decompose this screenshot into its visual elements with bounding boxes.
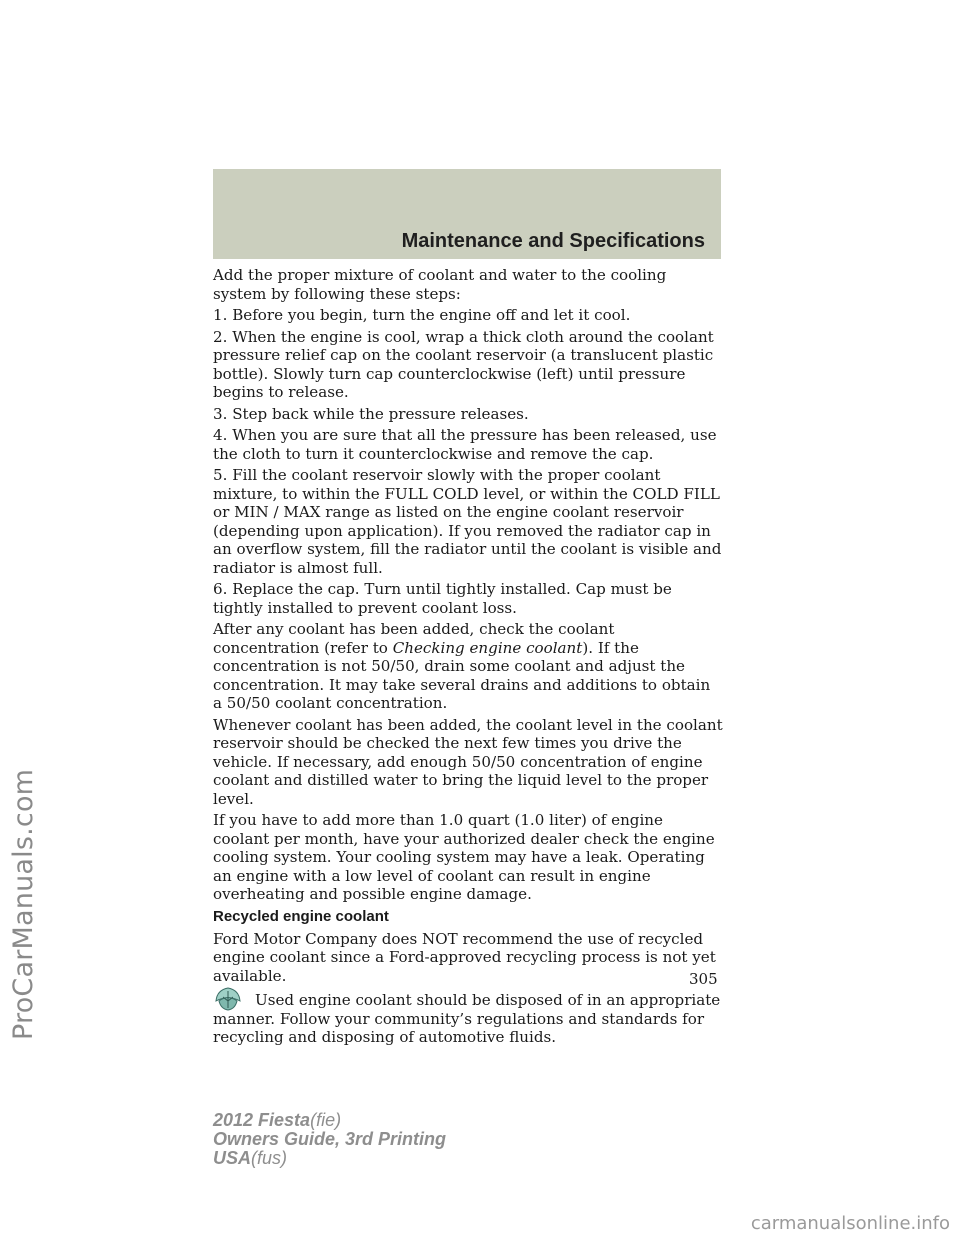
- watermark: ProCarManuals.com: [8, 768, 39, 1040]
- footer-market-code: (fus): [251, 1148, 288, 1168]
- recycled-heading: Recycled engine coolant: [213, 907, 389, 925]
- footer-guide: Owners Guide, 3rd Printing: [213, 1129, 447, 1149]
- section-title: Maintenance and Specifications: [401, 230, 705, 252]
- environment-note-first-line: Used engine coolant should be disposed of in an appropriate: [255, 991, 721, 1009]
- whenever-paragraph: Whenever coolant has been added, the coolant level in the coolant reservoir should be checked the next few times you drive the vehicle. If necessary, add enough 50/50 concentration of engine coolant and distilled water to bring the liquid level to the proper level.: [213, 715, 723, 808]
- step-2: 2. When the engine is cool, wrap a thick cloth around the coolant pressure relief cap on the coolant reservoir (a translucent plastic bottle). Slowly turn cap counterclockwise (left) until pressure begins to release.: [213, 327, 714, 401]
- page-number: 305: [689, 970, 718, 988]
- step-3: 3. Step back while the pressure releases.: [213, 404, 529, 423]
- cross-reference: Checking engine coolant: [392, 638, 583, 657]
- page-content: [213, 266, 723, 1047]
- footer-model: 2012 Fiesta: [213, 1110, 311, 1130]
- site-logo: carmanualsonline.info: [750, 1213, 950, 1234]
- section-header-bar: [213, 169, 721, 259]
- after-added-pre: After any coolant has been added, check the coolant concentration (refer to: [213, 620, 615, 657]
- more-than-paragraph: If you have to add more than 1.0 quart (1.0 liter) of engine coolant per month, have your authorized dealer check the engine cooling system. Your cooling system may have a leak. Operating an engine with a low level of coolant can result in engine overheating and possible engine damage.: [213, 811, 715, 903]
- footer-model-line: [213, 1111, 446, 1130]
- footer-market-line: [213, 1149, 446, 1168]
- step-6: 6. Replace the cap. Turn until tightly installed. Cap must be tightly installed to prevent coolant loss.: [213, 580, 672, 617]
- footer-model-code: (fie): [310, 1110, 342, 1130]
- recycled-paragraph: Ford Motor Company does NOT recommend the use of recycled engine coolant since a Ford-approved recycling process is not yet available.: [213, 929, 716, 985]
- step-5: 5. Fill the coolant reservoir slowly with the proper coolant mixture, to within the FULL COLD level, or within the COLD FILL or MIN / MAX range as listed on the engine coolant reservoir (depending upon application). If you removed the radiator cap in an overflow system, fill the radiator until the coolant is visible and radiator is almost full.: [213, 466, 722, 577]
- footer: [213, 1111, 446, 1168]
- after-added-post: ). If the concentration is not 50/50, drain some coolant and adjust the concentration. It may take several drains and additions to obtain a 50/50 coolant concentration.: [213, 638, 711, 712]
- environment-note: [213, 991, 723, 1047]
- step-4: 4. When you are sure that all the pressure has been released, use the cloth to turn it counterclockwise and remove the cap.: [213, 426, 717, 463]
- intro-paragraph: Add the proper mixture of coolant and water to the cooling system by following these steps:: [213, 266, 667, 303]
- environment-recycle-icon: [213, 986, 243, 1012]
- footer-market: USA: [213, 1148, 252, 1168]
- after-added-paragraph: [213, 620, 723, 713]
- environment-note-rest: manner. Follow your community’s regulations and standards for recycling and disposing of automotive fluids.: [213, 1009, 705, 1046]
- step-1: 1. Before you begin, turn the engine off and let it cool.: [213, 306, 631, 324]
